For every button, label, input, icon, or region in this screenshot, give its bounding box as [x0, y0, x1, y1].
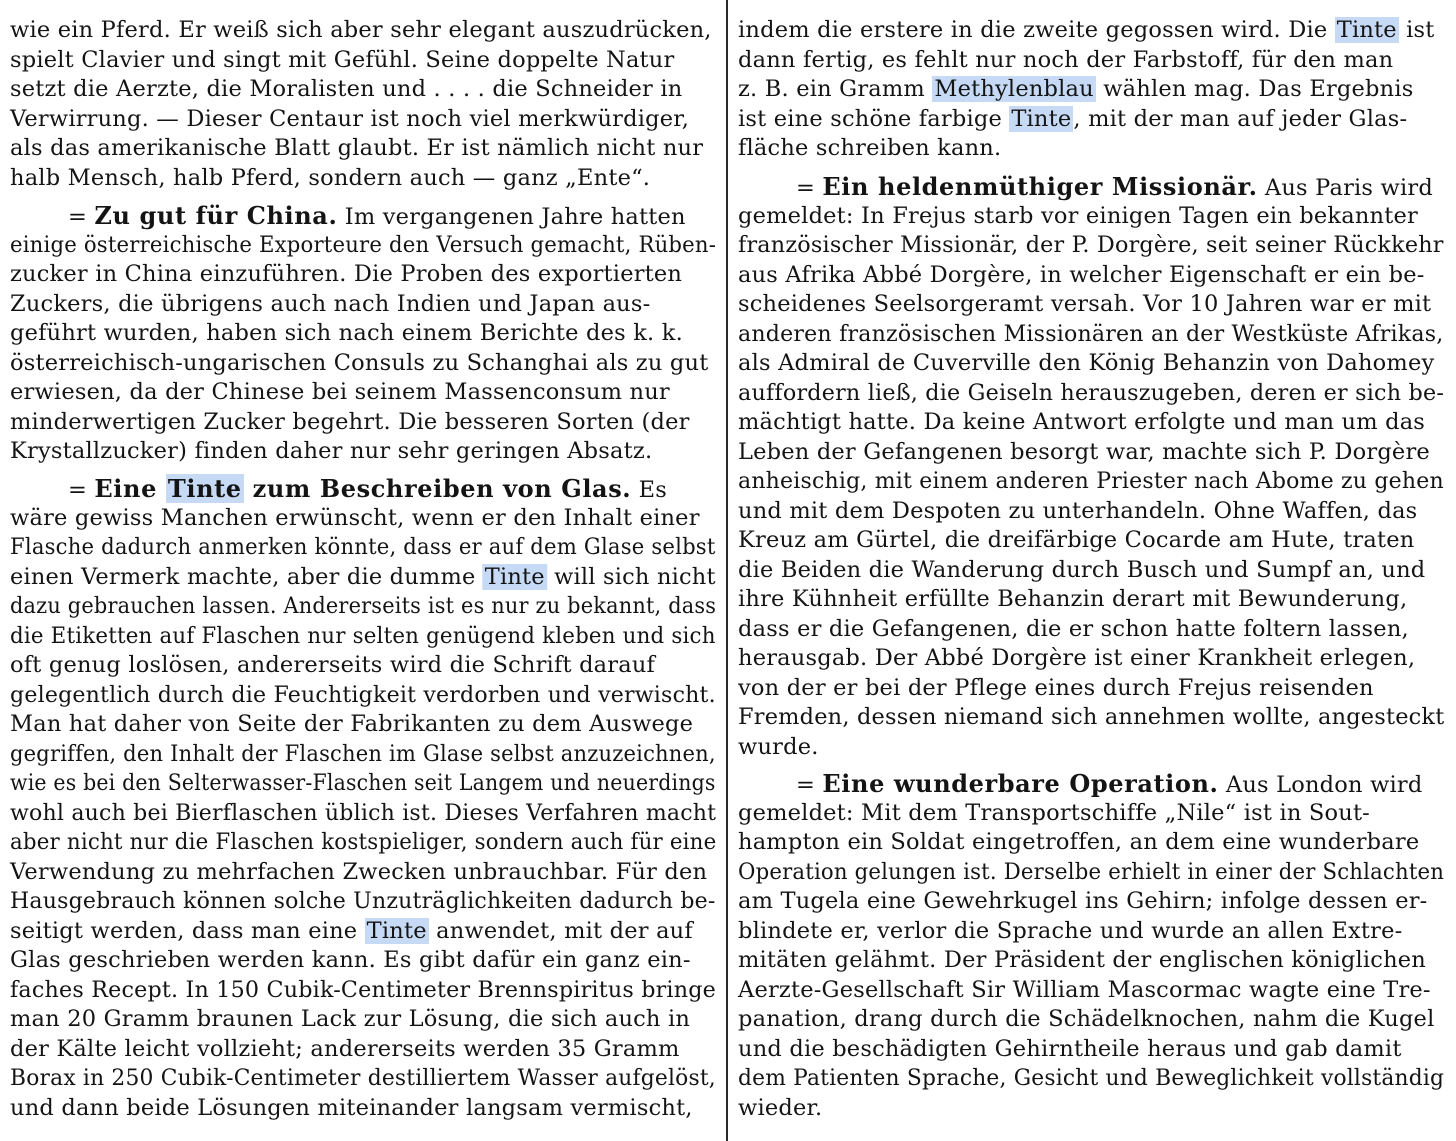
text-line: Flasche dadurch anmerken könnte, dass er auf dem Glase selbst [10, 534, 716, 560]
text-line: mächtigt hatte. Da keine Antwort erfolgte und man um das [738, 409, 1426, 435]
heading-marker: = [68, 204, 95, 230]
text-line: als Admiral de Cuverville den König Behanzin von Dahomey [738, 350, 1435, 376]
left-column [10, 0, 716, 1141]
text-line: die Etiketten auf Flaschen nur selten genügend kleben und sich [10, 622, 716, 649]
article-heading-line [796, 172, 1433, 202]
column-divider [726, 0, 728, 1141]
text-fragment: einen Vermerk machte, aber die dumme [10, 563, 483, 590]
text-fragment: Im vergangenen Jahre hatten [337, 204, 686, 230]
text-line: oft genug loslösen, andererseits wird die Schrift darauf [10, 652, 656, 678]
text-fragment: Es [631, 477, 667, 503]
text-line [738, 16, 1435, 46]
text-line: einige österreichische Exporteure den Versuch gemacht, Rüben- [10, 231, 717, 258]
text-line: erwiesen, da der Chinese bei seinem Massenconsum nur [10, 379, 670, 405]
text-line: blindete er, verlor die Sprache und wurde an allen Extre- [738, 917, 1403, 944]
text-line: auffordern ließ, die Geiseln herauszugeben, deren er sich be- [738, 379, 1445, 406]
text-line [10, 563, 716, 593]
text-line: gelegentlich durch die Feuchtigkeit verdorben und verwischt. [10, 681, 716, 708]
text-fragment: , mit der man auf jeder Glas- [1073, 105, 1408, 132]
article-heading-line [796, 769, 1423, 799]
text-fragment: ist [1398, 17, 1435, 43]
text-line: aber nicht nur die Flaschen kostspieliger, sondern auch für eine [10, 829, 717, 855]
text-line: man 20 Gramm braunen Lack zur Lösung, die sich auch in [10, 1006, 691, 1032]
article-heading-line [68, 201, 686, 231]
search-highlight: Tinte [366, 917, 427, 944]
text-line: am Tugela eine Gewehrkugel ins Gehirn; infolge dessen er- [738, 888, 1428, 914]
heading-marker: = [68, 477, 95, 503]
text-line: scheidenes Seelsorgeramt versah. Vor 10 Jahren war er mit [738, 291, 1432, 317]
text-line: setzt die Aerzte, die Moralisten und . . . . die Schneider in [10, 76, 683, 102]
text-fragment: Aus Paris wird [1257, 175, 1433, 201]
right-column [738, 0, 1444, 1141]
text-fragment: Aus London wird [1218, 772, 1423, 798]
text-line: Verwirrung. — Dieser Centaur ist noch viel merkwürdiger, [10, 105, 690, 132]
article-heading-missionar: Ein heldenmüthiger Missionär. [822, 172, 1258, 201]
text-line: dass er die Gefangenen, die er schon hatte foltern lassen, [738, 615, 1409, 642]
text-line: österreichisch-ungarischen Consuls zu Schanghai als zu gut [10, 349, 709, 376]
text-fragment: z. B. ein Gramm [738, 76, 933, 102]
text-line: wieder. [738, 1094, 823, 1121]
text-line: der Kälte leicht vollzieht; andererseits werden 35 Gramm [10, 1035, 680, 1062]
text-line: wäre gewiss Manchen erwünscht, wenn er den Inhalt einer [10, 504, 700, 531]
text-fragment: indem die erstere in die zweite gegossen wird. Die [738, 17, 1335, 43]
search-highlight: Tinte [167, 474, 242, 503]
text-line: mitäten gelähmt. Der Präsident der englischen königlichen [738, 947, 1426, 973]
heading-marker: = [796, 772, 823, 798]
heading-marker: = [796, 175, 823, 201]
search-highlight: Tinte [1011, 105, 1072, 132]
text-line: als das amerikanische Blatt glaubt. Er ist nämlich nicht nur [10, 135, 704, 161]
text-line: Leben der Gefangenen besorgt war, machte sich P. Dorgère [738, 438, 1430, 465]
text-line: Zuckers, die übrigens auch nach Indien und Japan aus- [10, 290, 651, 317]
text-line: panation, drang durch die Schädelknochen, nahm die Kugel [738, 1006, 1435, 1032]
text-line [738, 75, 1413, 105]
text-line: faches Recept. In 150 Cubik-Centimeter Brennspiritus bringe [10, 976, 717, 1003]
article-heading-china: Zu gut für China. [94, 201, 338, 230]
text-line: und die beschädigten Gehirntheile heraus und gab damit [738, 1035, 1402, 1062]
text-line: dazu gebrauchen lassen. Andererseits ist es nur zu bekannt, dass [10, 593, 717, 619]
text-line: geführt wurden, haben sich nach einem Berichte des k. k. [10, 320, 683, 346]
text-line: gemeldet: Mit dem Transportschiffe „Nile“ ist in Sout- [738, 799, 1370, 826]
article-heading-tinte [94, 474, 631, 503]
text-line: dem Patienten Sprache, Gesicht und Beweglichkeit vollständig [738, 1065, 1445, 1091]
text-line: wie ein Pferd. Er weiß sich aber sehr elegant auszudrücken, [10, 17, 712, 43]
text-line: und mit dem Despoten zu unterhandeln. Ohne Waffen, das [738, 497, 1418, 524]
text-line: minderwertigen Zucker begehrt. Die besseren Sorten (der [10, 408, 690, 435]
text-fragment: will sich nicht [546, 563, 716, 590]
text-line: die Beiden die Wanderung durch Busch und Sumpf an, und [738, 556, 1426, 583]
text-line: Krystallzucker) finden daher nur sehr geringen Absatz. [10, 438, 653, 464]
text-line: aus Afrika Abbé Dorgère, in welcher Eigenschaft er ein be- [738, 261, 1425, 288]
text-line: ihre Kühnheit erfüllte Behanzin derart mit Bewunderung, [738, 586, 1408, 612]
text-fragment: seitigt werden, dass man eine [10, 917, 365, 944]
text-line: Kreuz am Gürtel, die dreifärbige Cocarde am Hute, traten [738, 527, 1415, 553]
article-heading-line [68, 474, 667, 504]
text-line: Verwendung zu mehrfachen Zwecken unbrauchbar. Für den [10, 858, 708, 885]
text-line: Man hat daher von Seite der Fabrikanten zu dem Auswege [10, 711, 694, 737]
text-line [738, 105, 1407, 135]
text-line: von der er bei der Pflege eines durch Frejus reisenden [738, 674, 1374, 701]
text-line: wie es bei den Selterwasser-Flaschen seit Langem und neuerdings [10, 770, 716, 796]
text-line: dann fertig, es fehlt nur noch der Farbstoff, für den man [738, 46, 1394, 73]
text-line: Glas geschrieben werden kann. Es gibt dafür ein ganz ein- [10, 947, 691, 973]
text-line: Hausgebrauch können solche Unzuträglichkeiten dadurch be- [10, 888, 716, 914]
text-fragment: ist eine schöne farbige [738, 105, 1010, 132]
text-line: spielt Clavier und singt mit Gefühl. Seine doppelte Natur [10, 46, 675, 73]
search-highlight: Tinte [484, 563, 545, 590]
text-line: halb Mensch, halb Pferd, sondern auch — ganz „Ente“. [10, 164, 651, 191]
text-line: Operation gelungen ist. Derselbe erhielt in einer der Schlachten [738, 858, 1445, 885]
search-highlight: Methylenblau [934, 76, 1094, 102]
text-line: wohl auch bei Bierflaschen üblich ist. Dieses Verfahren macht [10, 799, 717, 826]
text-line: Borax in 250 Cubik-Centimeter destilliertem Wasser aufgelöst, [10, 1065, 716, 1091]
text-line: französischer Missionär, der P. Dorgère, seit seiner Rückkehr [738, 232, 1444, 258]
text-line: und dann beide Lösungen miteinander langsam vermischt, [10, 1094, 693, 1121]
text-line: anderen französischen Missionären an der Westküste Afrikas, [738, 320, 1444, 347]
text-line: gemeldet: In Frejus starb vor einigen Tagen ein bekannter [738, 202, 1418, 229]
text-fragment: wählen mag. Das Ergebnis [1095, 76, 1414, 102]
text-line: herausgab. Der Abbé Dorgère ist einer Krankheit erlegen, [738, 645, 1416, 671]
heading-part: Eine [94, 474, 166, 503]
text-line: wurde. [738, 733, 819, 760]
text-line: Aerzte-Gesellschaft Sir William Mascormac wagte eine Tre- [738, 976, 1431, 1003]
heading-part: zum Beschreiben von Glas. [243, 474, 632, 503]
text-line: hampton ein Soldat eingetroffen, an dem eine wunderbare [738, 829, 1420, 855]
text-line: zucker in China einzuführen. Die Proben des exportierten [10, 261, 683, 287]
text-line: anheischig, mit einem anderen Priester nach Abome zu gehen [738, 468, 1444, 494]
text-line [10, 917, 693, 947]
text-line: gegriffen, den Inhalt der Flaschen im Glase selbst anzuzeichnen, [10, 740, 716, 767]
text-fragment: anwendet, mit der auf [428, 917, 693, 944]
article-heading-operation: Eine wunderbare Operation. [822, 769, 1219, 798]
text-line: Fremden, dessen niemand sich annehmen wollte, angesteckt [738, 704, 1445, 730]
search-highlight: Tinte [1336, 17, 1397, 43]
text-line: fläche schreiben kann. [738, 135, 1002, 161]
